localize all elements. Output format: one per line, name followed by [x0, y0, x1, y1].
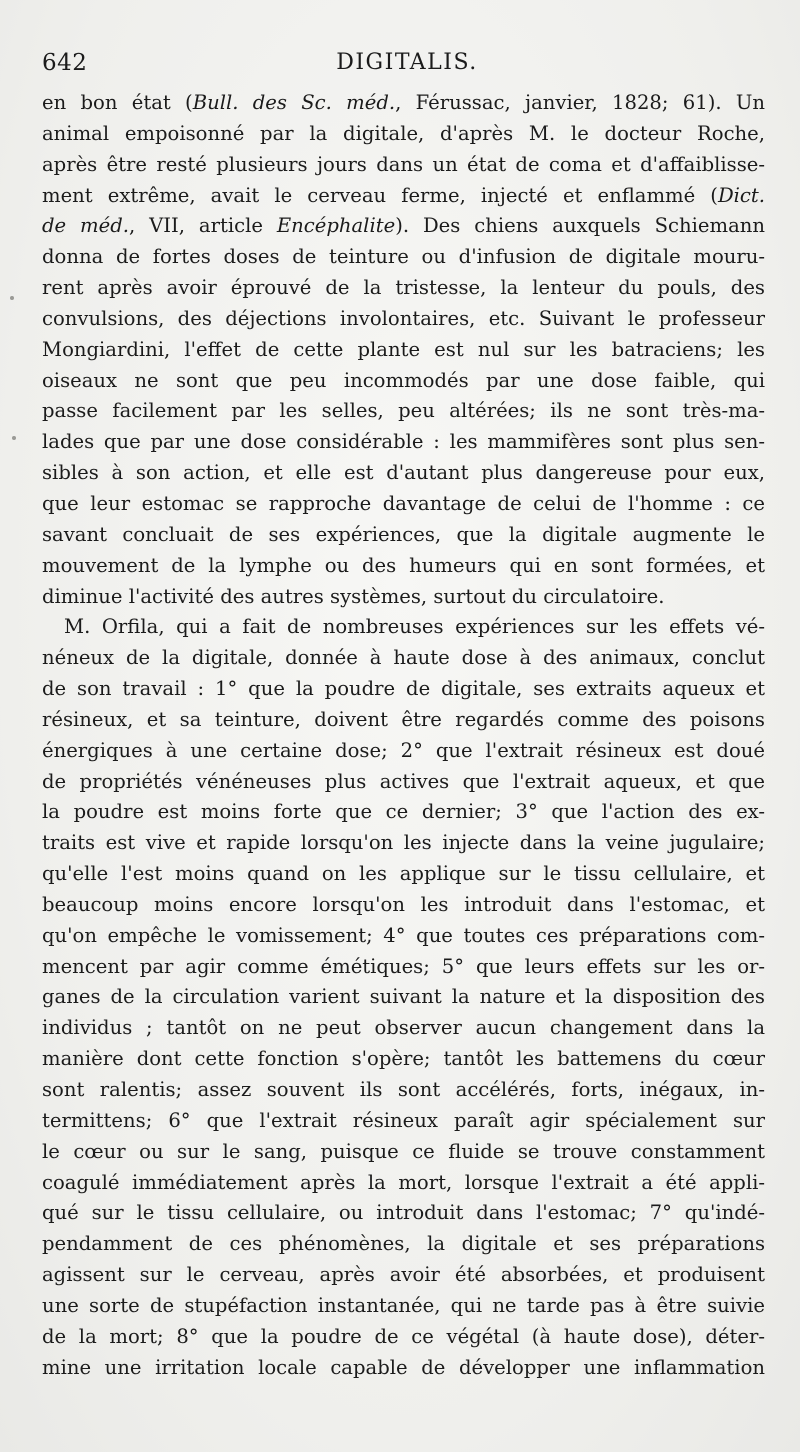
text-segment: , VII, article: [129, 214, 277, 238]
text-line: [42, 273, 765, 304]
margin-speck: [12, 436, 16, 440]
text-segment: savant concluait de ses expériences, que la digitale augmente le: [42, 522, 765, 546]
text-segment: , Férussac, janvier, 1828; 61). Un: [395, 91, 765, 114]
italic-text: Encéphalite: [276, 214, 396, 238]
page-number: 642: [42, 50, 88, 76]
text-line: [42, 612, 765, 643]
text-segment: donna de fortes doses de teinture ou d'infusion de digitale mouru-: [42, 245, 765, 269]
text-segment: manière dont cette fonction s'opère; tantôt les battemens du cœur: [42, 1047, 765, 1071]
text-segment: rent après avoir éprouvé de la tristesse, la lenteur du pouls, des: [42, 276, 765, 300]
text-line: [42, 181, 765, 212]
text-segment: ). Des chiens auxquels Schiemann: [395, 214, 765, 238]
text-segment: coagulé immédiatement après la mort, lorsque l'extrait a été appli-: [42, 1170, 765, 1194]
text-segment: que leur estomac se rapproche davantage de celui de l'homme : ce: [42, 491, 765, 515]
running-title: DIGITALIS.: [336, 50, 478, 75]
text-line: [42, 1353, 765, 1384]
text-line: [42, 1075, 765, 1106]
page-header: [42, 50, 772, 80]
text-segment: le cœur ou sur le sang, puisque ce fluide se trouve constamment: [42, 1139, 765, 1163]
text-segment: oiseaux ne sont que peu incommodés par une dose faible, qui: [42, 368, 765, 392]
text-line: [42, 1291, 765, 1322]
text-line: [42, 1106, 765, 1137]
text-segment: sont ralentis; assez souvent ils sont accélérés, forts, inégaux, in-: [42, 1078, 765, 1101]
text-segment: qu'elle l'est moins quand on les applique sur le tissu cellulaire, et: [42, 862, 765, 886]
text-segment: individus ; tantôt on ne peut observer aucun changement dans la: [42, 1016, 765, 1040]
text-segment: qu'on empêche le vomissement; 4° que toutes ces préparations com-: [42, 923, 765, 947]
text-segment: agissent sur le cerveau, après avoir été absorbées, et produisent: [42, 1263, 765, 1287]
text-segment: termittens; 6° que l'extrait résineux paraît agir spécialement sur: [42, 1108, 765, 1132]
text-line: [42, 304, 765, 335]
text-line: [42, 921, 765, 952]
text-segment: énergiques à une certaine dose; 2° que l'extrait résineux est doué: [42, 738, 765, 762]
text-line: [42, 242, 765, 273]
text-line: [42, 767, 765, 798]
italic-text: de méd.: [42, 214, 129, 238]
text-line: [42, 211, 765, 242]
text-line: [42, 150, 765, 181]
text-line: [42, 335, 765, 366]
text-segment: Mongiardini, l'effet de cette plante est nul sur les batraciens; les: [42, 337, 765, 361]
text-line: [42, 1137, 765, 1168]
margin-speck: [10, 296, 14, 300]
text-segment: néneux de la digitale, donnée à haute dose à des animaux, conclut: [42, 646, 765, 670]
text-line: [42, 1168, 765, 1199]
text-line: [42, 982, 765, 1013]
text-segment: mine une irritation locale capable de développer une inflammation: [42, 1355, 765, 1379]
text-line: [42, 1260, 765, 1291]
text-segment: après être resté plusieurs jours dans un état de coma et d'affaiblisse-: [42, 152, 765, 176]
text-segment: ganes de la circulation varient suivant la nature et la disposition des: [42, 985, 765, 1009]
text-line: [42, 427, 765, 458]
text-line: [42, 1198, 765, 1229]
text-segment: qué sur le tissu cellulaire, ou introduit dans l'estomac; 7° qu'indé-: [42, 1201, 765, 1225]
text-line: [42, 643, 765, 674]
text-line: [42, 520, 765, 551]
text-segment: beaucoup moins encore lorsqu'on les introduit dans l'estomac, et: [42, 892, 765, 916]
text-segment: traits est vive et rapide lorsqu'on les injecte dans la veine jugulaire;: [42, 831, 765, 855]
text-line: [42, 859, 765, 890]
text-segment: diminue l'activité des autres systèmes, surtout du circulatoire.: [42, 584, 665, 608]
text-line: [42, 551, 765, 582]
text-line: [42, 1322, 765, 1353]
text-segment: pendamment de ces phénomènes, la digitale et ses préparations: [42, 1232, 765, 1256]
text-segment: de son travail : 1° que la poudre de digitale, ses extraits aqueux et: [42, 677, 765, 701]
body-text: [42, 88, 765, 1383]
text-segment: la poudre est moins forte que ce dernier; 3° que l'action des ex-: [42, 800, 765, 824]
text-line: [42, 736, 765, 767]
text-segment: mouvement de la lymphe ou des humeurs qui en sont formées, et: [42, 553, 765, 577]
text-segment: sibles à son action, et elle est d'autant plus dangereuse pour eux,: [42, 461, 765, 485]
text-line: [42, 458, 765, 489]
text-line: [42, 119, 765, 150]
text-line: [42, 674, 765, 705]
text-line: [42, 396, 765, 427]
text-line: [42, 582, 765, 613]
text-line: [42, 1013, 765, 1044]
text-line: [42, 1229, 765, 1260]
text-line: [42, 489, 765, 520]
text-line: [42, 828, 765, 859]
text-segment: de la mort; 8° que la poudre de ce végétal (à haute dose), déter-: [42, 1324, 765, 1348]
text-line: [42, 1044, 765, 1075]
text-line: [42, 952, 765, 983]
text-line: [42, 88, 765, 119]
text-line: [42, 705, 765, 736]
text-line: [42, 366, 765, 397]
text-segment: convulsions, des déjections involontaires, etc. Suivant le professeur: [42, 306, 765, 330]
italic-text: Dict.: [717, 183, 765, 207]
text-segment: lades que par une dose considérable : les mammifères sont plus sen-: [42, 430, 765, 454]
text-line: [42, 797, 765, 828]
text-segment: passe facilement par les selles, peu altérées; ils ne sont très-ma-: [42, 399, 765, 423]
text-segment: animal empoisonné par la digitale, d'après M. le docteur Roche,: [42, 121, 765, 145]
text-segment: résineux, et sa teinture, doivent être regardés comme des poisons: [42, 707, 765, 731]
text-segment: une sorte de stupéfaction instantanée, qui ne tarde pas à être suivie: [42, 1293, 765, 1317]
text-line: [42, 890, 765, 921]
text-segment: M. Orfila, qui a fait de nombreuses expériences sur les effets vé-: [64, 615, 765, 639]
italic-text: Bull. des Sc. méd.: [192, 91, 396, 114]
text-segment: mencent par agir comme émétiques; 5° que leurs effets sur les or-: [42, 954, 765, 978]
text-segment: en bon état (: [42, 91, 193, 114]
text-segment: ment extrême, avait le cerveau ferme, injecté et enflammé (: [42, 183, 718, 207]
text-segment: de propriétés vénéneuses plus actives que l'extrait aqueux, et que: [42, 769, 765, 793]
